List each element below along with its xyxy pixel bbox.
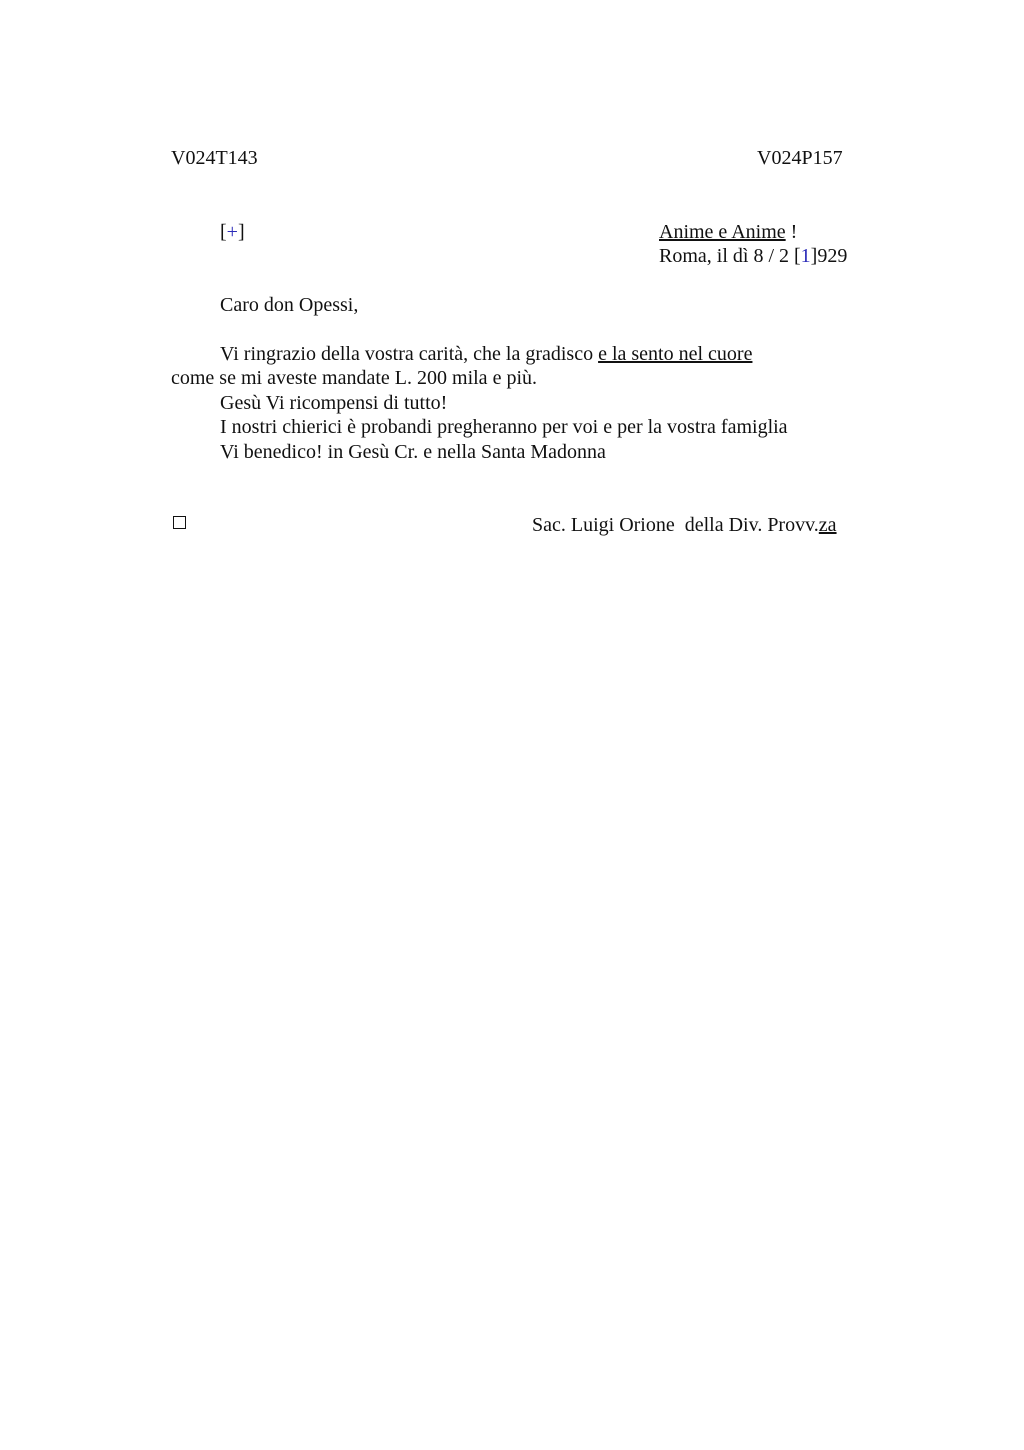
signature-plain: Sac. Luigi Orione della Div. Provv. (532, 514, 819, 536)
motto (659, 220, 797, 244)
body-line-4: I nostri chierici è probandi pregheranno per voi e per la vostra famiglia (220, 416, 788, 438)
cross-marker (220, 220, 245, 244)
header-left-code: V024T143 (171, 147, 258, 169)
cross-open-bracket: [ (220, 221, 227, 243)
date-line (659, 244, 847, 268)
header-right-code: V024P157 (757, 147, 843, 169)
body-line-2: come se mi aveste mandate L. 200 mila e più. (171, 367, 537, 389)
body-line-3: Gesù Vi ricompensi di tutto! (220, 392, 448, 414)
body-line-1-underlined: e la sento nel cuore (598, 343, 753, 365)
signature-underlined: za (818, 514, 837, 536)
body-line-1 (220, 342, 752, 366)
motto-text: Anime e Anime (659, 221, 786, 243)
body-line-5: Vi benedico! in Gesù Cr. e nella Santa Madonna (220, 441, 606, 463)
signature (512, 489, 837, 561)
motto-suffix: ! (785, 221, 798, 243)
body-line-1-plain: Vi ringrazio della vostra carità, che la gradisco (220, 343, 599, 365)
cross-symbol: + (226, 221, 238, 243)
checkbox-square-icon (173, 516, 186, 529)
cross-close-bracket: ] (237, 221, 245, 243)
date-bracket-digit: 1 (800, 245, 811, 267)
date-prefix: Roma, il dì 8 / 2 [ (659, 245, 801, 267)
salutation: Caro don Opessi, (220, 294, 359, 316)
date-suffix: ]929 (810, 245, 848, 267)
